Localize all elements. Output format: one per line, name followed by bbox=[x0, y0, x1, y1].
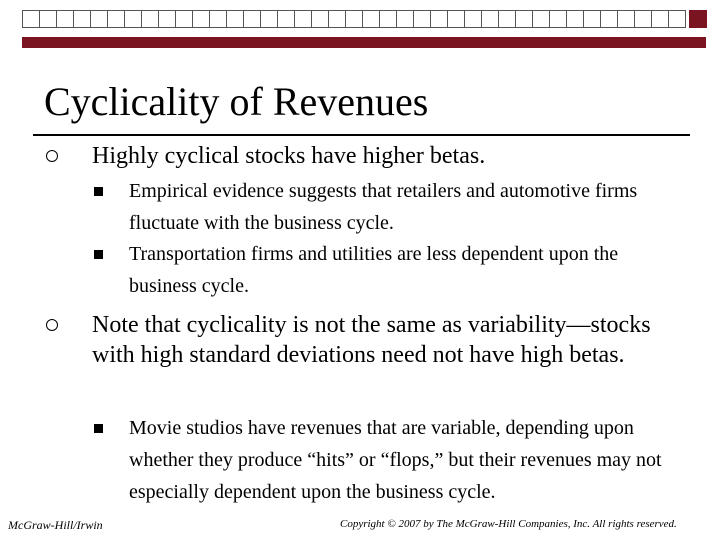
decorative-box bbox=[107, 10, 125, 28]
slide-title: Cyclicality of Revenues bbox=[44, 79, 429, 124]
bullet-text: Empirical evidence suggests that retailers and automotive firms fluctuate with the business cycle. bbox=[129, 180, 638, 234]
decorative-box bbox=[430, 10, 448, 28]
decorative-box bbox=[396, 10, 414, 28]
bullet-level1 bbox=[92, 141, 692, 171]
bullet-level2 bbox=[129, 175, 649, 239]
decorative-box bbox=[158, 10, 176, 28]
decorative-box bbox=[379, 10, 397, 28]
decorative-box bbox=[634, 10, 652, 28]
decorative-box bbox=[515, 10, 533, 28]
square-bullet-icon bbox=[94, 424, 103, 433]
bullet-level2 bbox=[129, 412, 684, 508]
footer-publisher: McGraw-Hill/Irwin bbox=[8, 518, 103, 532]
decorative-box bbox=[243, 10, 261, 28]
decorative-box bbox=[583, 10, 601, 28]
decorative-box bbox=[651, 10, 669, 28]
bullet-text: Transportation firms and utilities are less dependent upon the business cycle. bbox=[129, 243, 619, 297]
square-bullet-icon bbox=[94, 187, 103, 196]
hollow-circle-bullet-icon bbox=[46, 150, 58, 162]
decorative-box bbox=[447, 10, 465, 28]
bullet-level1 bbox=[92, 310, 684, 370]
decorative-box bbox=[124, 10, 142, 28]
bullet-text: Movie studios have revenues that are variable, depending upon whether they produce “hits” or “flops,” but their revenues may not especially dependent upon the business cycle. bbox=[129, 417, 662, 503]
decorative-box bbox=[175, 10, 193, 28]
decorative-box bbox=[617, 10, 635, 28]
decorative-box bbox=[277, 10, 295, 28]
decorative-box bbox=[498, 10, 516, 28]
decorative-box bbox=[209, 10, 227, 28]
decorative-box bbox=[566, 10, 584, 28]
decorative-accent-line bbox=[22, 37, 706, 48]
decorative-box bbox=[532, 10, 550, 28]
decorative-box bbox=[226, 10, 244, 28]
decorative-box bbox=[73, 10, 91, 28]
bullet-level2 bbox=[129, 238, 649, 302]
decorative-box bbox=[90, 10, 108, 28]
decorative-box bbox=[39, 10, 57, 28]
decorative-box bbox=[311, 10, 329, 28]
decorative-header-bar bbox=[22, 10, 706, 40]
decorative-box bbox=[362, 10, 380, 28]
decorative-box bbox=[345, 10, 363, 28]
decorative-box-accent bbox=[689, 10, 707, 28]
hollow-circle-bullet-icon bbox=[46, 319, 58, 331]
decorative-box-row bbox=[22, 10, 706, 28]
footer-copyright: Copyright © 2007 by The McGraw-Hill Companies, Inc. All rights reserved. bbox=[340, 518, 677, 530]
bullet-text: Highly cyclical stocks have higher betas. bbox=[92, 143, 486, 169]
decorative-box bbox=[141, 10, 159, 28]
decorative-box bbox=[294, 10, 312, 28]
bullet-text: Note that cyclicality is not the same as variability—stocks with high standard deviations need not have high betas. bbox=[92, 312, 651, 368]
decorative-box bbox=[668, 10, 686, 28]
decorative-box bbox=[413, 10, 431, 28]
decorative-box bbox=[549, 10, 567, 28]
decorative-box bbox=[600, 10, 618, 28]
decorative-box bbox=[481, 10, 499, 28]
decorative-box bbox=[22, 10, 40, 28]
decorative-box bbox=[192, 10, 210, 28]
decorative-box bbox=[56, 10, 74, 28]
decorative-box bbox=[328, 10, 346, 28]
square-bullet-icon bbox=[94, 250, 103, 259]
decorative-box bbox=[260, 10, 278, 28]
title-divider bbox=[33, 134, 690, 136]
decorative-box bbox=[464, 10, 482, 28]
